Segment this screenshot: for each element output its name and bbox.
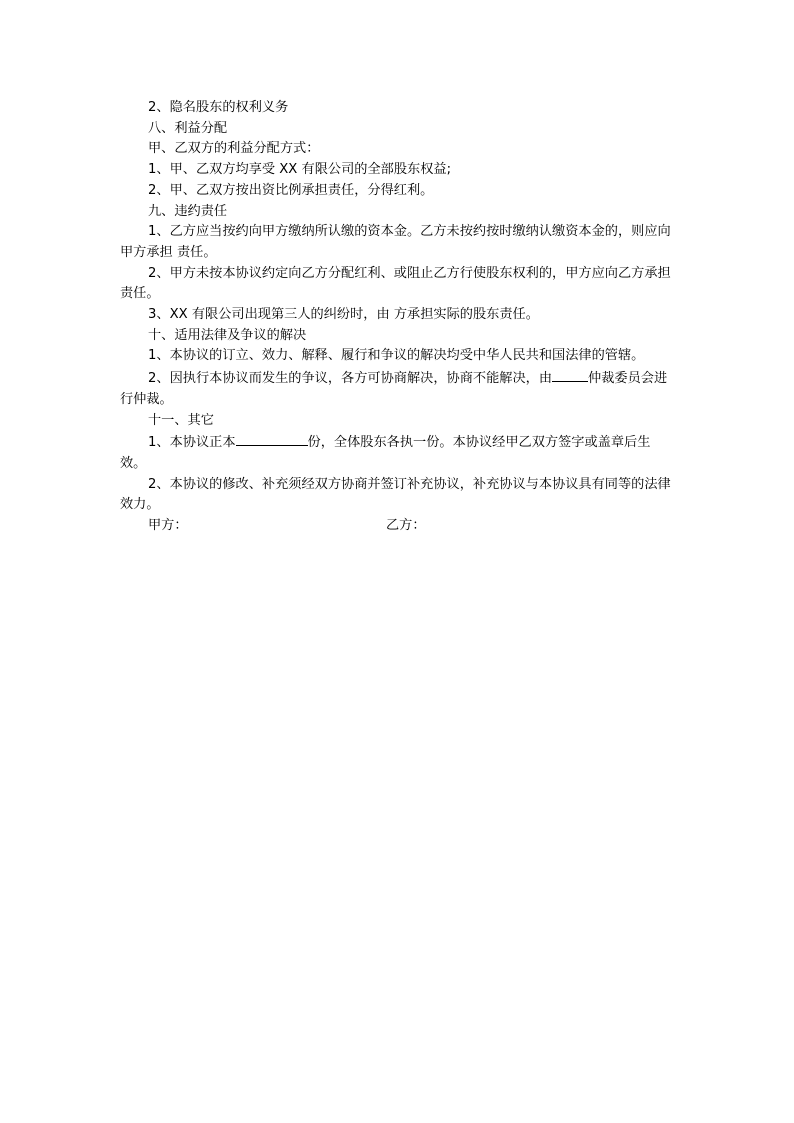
- profit-intro: 甲、乙双方的利益分配方式：: [148, 141, 320, 157]
- item-hidden-shareholder: 2、隐名股东的权利义务: [148, 100, 289, 115]
- law-item-2: [120, 367, 676, 410]
- breach-item-2: 2、甲方未按本协议约定向乙方分配红利、或阻止乙方行使股东权利的，甲方应向乙方承担 责任。: [120, 265, 671, 302]
- section-heading-9: 九、违约责任: [148, 203, 228, 219]
- copies-text-after: 份，全体股东各执一份。本协议经甲乙双方签字或盖章后生效。: [120, 435, 651, 471]
- section-heading-10: 十、适用法律及争议的解决: [148, 327, 307, 343]
- breach-item-3: 3、XX 有限公司出现第三人的纠纷时，由 方承担实际的股东责任。: [148, 307, 539, 323]
- other-item-1: [120, 431, 676, 474]
- signature-party-a: 甲方：: [148, 518, 188, 534]
- document-page: [120, 98, 676, 537]
- breach-item-1: 1、乙方应当按约向甲方缴纳所认缴的资本金。乙方未按约按时缴纳认缴资本金的，则应向甲方承担 责任。: [120, 224, 671, 260]
- law-item-1: 1、本协议的订立、效力、解释、履行和争议的解决均受中华人民共和国法律的管辖。: [148, 348, 645, 364]
- signature-party-b: 乙方：: [386, 518, 426, 534]
- signature-row: [120, 516, 676, 537]
- arbitration-blank: [552, 367, 588, 382]
- section-heading-8: 八、利益分配: [148, 120, 228, 136]
- section-heading-11: 十一、其它: [148, 412, 214, 428]
- copies-text-before: 1、本协议正本: [148, 435, 236, 451]
- arbitration-text-before: 2、因执行本协议而发生的争议，各方可协商解决，协商不能解决，由: [148, 371, 553, 387]
- profit-item-2: 2、甲、乙双方按出资比例承担责任，分得红利。: [148, 182, 434, 198]
- arbitration-text-after: 仲裁委员会进行仲裁。: [120, 371, 668, 407]
- copies-blank: [236, 431, 308, 446]
- profit-item-1: 1、甲、乙双方均享受 XX 有限公司的全部股东权益;: [148, 162, 452, 178]
- other-item-2: 2、本协议的修改、补充须经双方协商并签订补充协议，补充协议与本协议具有同等的法律效力。: [120, 476, 671, 513]
